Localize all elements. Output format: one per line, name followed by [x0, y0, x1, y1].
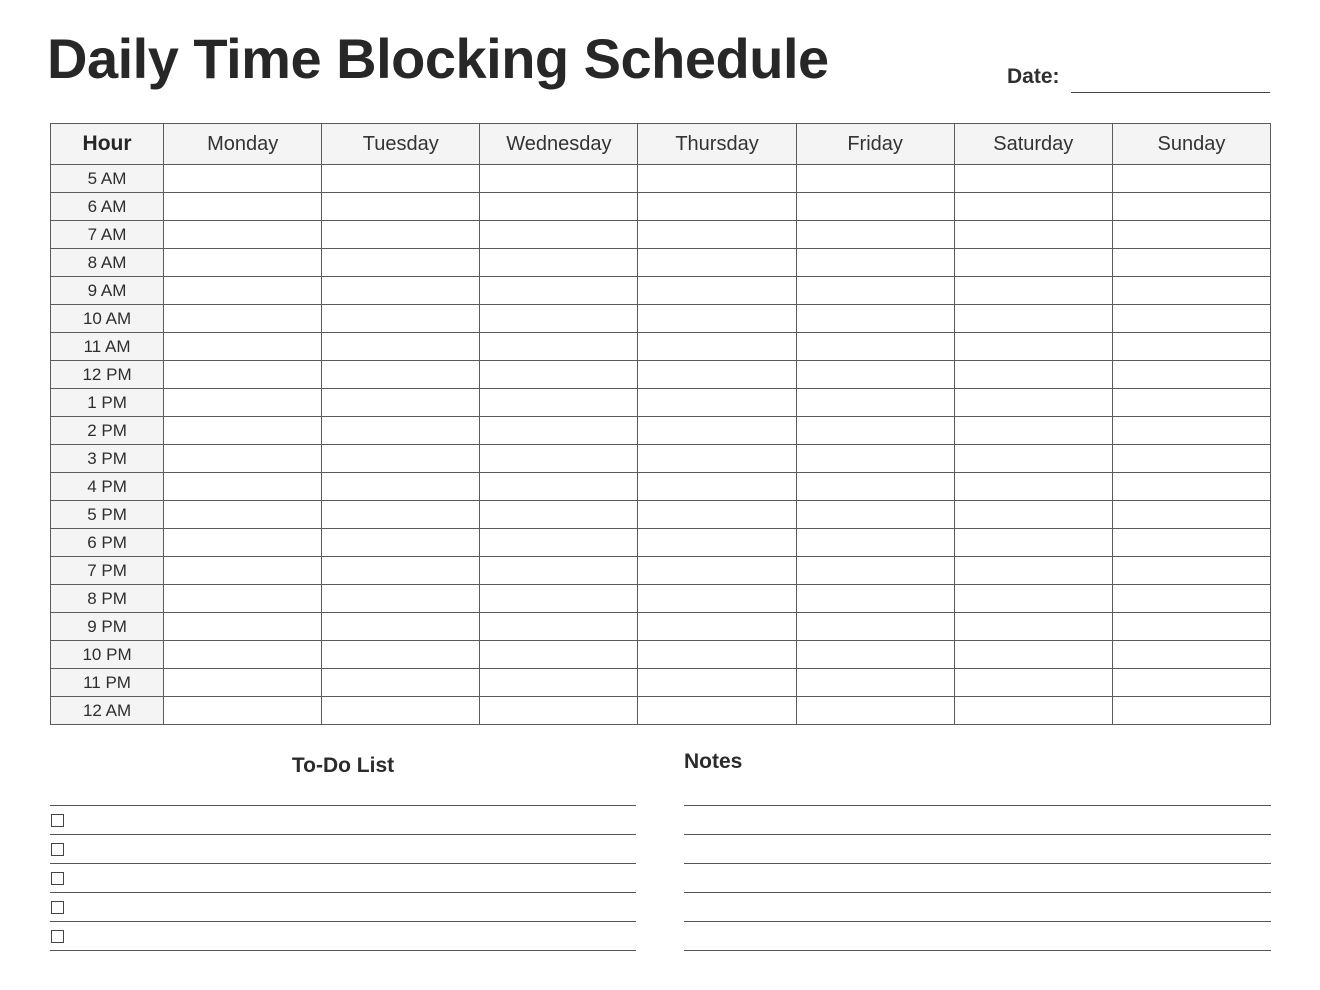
schedule-cell-friday[interactable] [796, 697, 954, 725]
schedule-cell-thursday[interactable] [638, 473, 796, 501]
notes-title: Notes [684, 750, 743, 773]
hour-row [51, 305, 1271, 333]
schedule-cell-monday[interactable] [164, 249, 322, 277]
hour-label: 7 PM [51, 557, 164, 585]
schedule-cell-sunday[interactable] [1112, 249, 1270, 277]
schedule-cell-monday[interactable] [164, 529, 322, 557]
schedule-cell-saturday[interactable] [954, 445, 1112, 473]
schedule-cell-wednesday[interactable] [480, 445, 638, 473]
hour-row [51, 641, 1271, 669]
hour-row [51, 277, 1271, 305]
hour-label: 8 PM [51, 585, 164, 613]
hour-label: 5 AM [51, 165, 164, 193]
schedule-cell-friday[interactable] [796, 417, 954, 445]
todo-section [50, 748, 636, 951]
schedule-cell-friday[interactable] [796, 501, 954, 529]
schedule-cell-sunday[interactable] [1112, 361, 1270, 389]
schedule-cell-wednesday[interactable] [480, 277, 638, 305]
hour-row [51, 529, 1271, 557]
hour-label: 10 AM [51, 305, 164, 333]
schedule-cell-wednesday[interactable] [480, 193, 638, 221]
schedule-cell-wednesday[interactable] [480, 557, 638, 585]
schedule-cell-monday[interactable] [164, 165, 322, 193]
schedule-cell-monday[interactable] [164, 277, 322, 305]
todo-item-line[interactable] [50, 834, 636, 863]
schedule-cell-monday[interactable] [164, 417, 322, 445]
schedule-cell-friday[interactable] [796, 333, 954, 361]
todo-item-line[interactable] [50, 892, 636, 921]
checkbox-icon[interactable] [51, 843, 64, 856]
hour-label: 4 PM [51, 473, 164, 501]
day-header-friday: Friday [796, 124, 954, 165]
schedule-cell-friday[interactable] [796, 165, 954, 193]
schedule-cell-tuesday[interactable] [322, 613, 480, 641]
day-header-saturday: Saturday [954, 124, 1112, 165]
hour-label: 5 PM [51, 501, 164, 529]
schedule-cell-tuesday[interactable] [322, 249, 480, 277]
hour-label: 11 AM [51, 333, 164, 361]
schedule-cell-sunday[interactable] [1112, 529, 1270, 557]
todo-bottom-rule [50, 950, 636, 951]
schedule-cell-monday[interactable] [164, 193, 322, 221]
schedule-cell-saturday[interactable] [954, 305, 1112, 333]
schedule-cell-wednesday[interactable] [480, 417, 638, 445]
schedule-cell-sunday[interactable] [1112, 557, 1270, 585]
hour-label: 3 PM [51, 445, 164, 473]
schedule-cell-tuesday[interactable] [322, 277, 480, 305]
schedule-table [50, 123, 1271, 725]
schedule-cell-wednesday[interactable] [480, 221, 638, 249]
schedule-cell-saturday[interactable] [954, 501, 1112, 529]
schedule-cell-thursday[interactable] [638, 669, 796, 697]
hour-row [51, 501, 1271, 529]
schedule-cell-wednesday[interactable] [480, 669, 638, 697]
todo-item-line[interactable] [50, 921, 636, 950]
schedule-cell-wednesday[interactable] [480, 389, 638, 417]
schedule-cell-wednesday[interactable] [480, 165, 638, 193]
schedule-cell-tuesday[interactable] [322, 529, 480, 557]
schedule-cell-tuesday[interactable] [322, 333, 480, 361]
schedule-cell-monday[interactable] [164, 221, 322, 249]
schedule-cell-sunday[interactable] [1112, 501, 1270, 529]
hour-row [51, 473, 1271, 501]
schedule-cell-tuesday[interactable] [322, 445, 480, 473]
schedule-cell-friday[interactable] [796, 193, 954, 221]
notes-lines [684, 805, 1271, 951]
schedule-cell-tuesday[interactable] [322, 473, 480, 501]
schedule-cell-sunday[interactable] [1112, 669, 1270, 697]
schedule-cell-sunday[interactable] [1112, 445, 1270, 473]
schedule-cell-tuesday[interactable] [322, 641, 480, 669]
hour-column-header: Hour [51, 124, 164, 165]
schedule-cell-sunday[interactable] [1112, 333, 1270, 361]
notes-line[interactable] [684, 805, 1271, 834]
day-header-monday: Monday [164, 124, 322, 165]
hour-row [51, 389, 1271, 417]
schedule-cell-sunday[interactable] [1112, 221, 1270, 249]
schedule-cell-sunday[interactable] [1112, 473, 1270, 501]
hour-row [51, 333, 1271, 361]
schedule-cell-friday[interactable] [796, 529, 954, 557]
day-header-wednesday: Wednesday [480, 124, 638, 165]
checkbox-icon[interactable] [51, 930, 64, 943]
schedule-cell-thursday[interactable] [638, 641, 796, 669]
hour-row [51, 557, 1271, 585]
schedule-cell-saturday[interactable] [954, 333, 1112, 361]
schedule-cell-monday[interactable] [164, 333, 322, 361]
schedule-cell-wednesday[interactable] [480, 641, 638, 669]
header-row [51, 124, 1271, 165]
schedule-cell-friday[interactable] [796, 305, 954, 333]
hour-label: 9 AM [51, 277, 164, 305]
schedule-cell-sunday[interactable] [1112, 697, 1270, 725]
schedule-cell-tuesday[interactable] [322, 221, 480, 249]
schedule-cell-sunday[interactable] [1112, 193, 1270, 221]
schedule-cell-thursday[interactable] [638, 501, 796, 529]
schedule-cell-wednesday[interactable] [480, 361, 638, 389]
schedule-cell-friday[interactable] [796, 557, 954, 585]
schedule-cell-monday[interactable] [164, 473, 322, 501]
schedule-cell-wednesday[interactable] [480, 529, 638, 557]
hour-row [51, 193, 1271, 221]
day-header-thursday: Thursday [638, 124, 796, 165]
schedule-cell-monday[interactable] [164, 445, 322, 473]
schedule-cell-thursday[interactable] [638, 361, 796, 389]
schedule-cell-saturday[interactable] [954, 249, 1112, 277]
schedule-cell-sunday[interactable] [1112, 613, 1270, 641]
hour-label: 10 PM [51, 641, 164, 669]
schedule-cell-friday[interactable] [796, 613, 954, 641]
schedule-cell-wednesday[interactable] [480, 613, 638, 641]
notes-line[interactable] [684, 834, 1271, 863]
schedule-cell-monday[interactable] [164, 501, 322, 529]
hour-label: 6 PM [51, 529, 164, 557]
schedule-cell-friday[interactable] [796, 669, 954, 697]
schedule-cell-saturday[interactable] [954, 641, 1112, 669]
schedule-cell-tuesday[interactable] [322, 501, 480, 529]
hour-row [51, 221, 1271, 249]
schedule-cell-monday[interactable] [164, 585, 322, 613]
hour-label: 6 AM [51, 193, 164, 221]
schedule-cell-wednesday[interactable] [480, 585, 638, 613]
schedule-cell-friday[interactable] [796, 445, 954, 473]
schedule-cell-tuesday[interactable] [322, 389, 480, 417]
schedule-cell-monday[interactable] [164, 305, 322, 333]
todo-item-line[interactable] [50, 863, 636, 892]
schedule-cell-sunday[interactable] [1112, 417, 1270, 445]
schedule-cell-friday[interactable] [796, 277, 954, 305]
hour-row [51, 613, 1271, 641]
hour-label: 1 PM [51, 389, 164, 417]
hour-row [51, 669, 1271, 697]
schedule-cell-tuesday[interactable] [322, 165, 480, 193]
schedule-cell-friday[interactable] [796, 585, 954, 613]
schedule-cell-saturday[interactable] [954, 389, 1112, 417]
todo-lines [50, 805, 636, 951]
day-header-sunday: Sunday [1112, 124, 1270, 165]
schedule-cell-saturday[interactable] [954, 585, 1112, 613]
todo-title: To-Do List [291, 754, 395, 777]
hour-label: 11 PM [51, 669, 164, 697]
hour-row [51, 417, 1271, 445]
schedule-cell-saturday[interactable] [954, 473, 1112, 501]
date-write-line[interactable] [1071, 92, 1270, 93]
schedule-cell-thursday[interactable] [638, 333, 796, 361]
schedule-cell-wednesday[interactable] [480, 697, 638, 725]
notes-line[interactable] [684, 863, 1271, 892]
schedule-cell-thursday[interactable] [638, 697, 796, 725]
schedule-cell-monday[interactable] [164, 557, 322, 585]
schedule-cell-monday[interactable] [164, 697, 322, 725]
notes-section [684, 748, 1271, 951]
schedule-cell-saturday[interactable] [954, 613, 1112, 641]
schedule-cell-wednesday[interactable] [480, 305, 638, 333]
hour-label: 9 PM [51, 613, 164, 641]
schedule-cell-friday[interactable] [796, 221, 954, 249]
schedule-cell-thursday[interactable] [638, 585, 796, 613]
checkbox-icon[interactable] [51, 814, 64, 827]
schedule-cell-saturday[interactable] [954, 193, 1112, 221]
schedule-cell-sunday[interactable] [1112, 305, 1270, 333]
schedule-cell-friday[interactable] [796, 641, 954, 669]
schedule-cell-saturday[interactable] [954, 221, 1112, 249]
schedule-cell-thursday[interactable] [638, 445, 796, 473]
schedule-cell-monday[interactable] [164, 641, 322, 669]
schedule-cell-friday[interactable] [796, 389, 954, 417]
schedule-cell-monday[interactable] [164, 361, 322, 389]
hour-label: 12 AM [51, 697, 164, 725]
schedule-cell-wednesday[interactable] [480, 333, 638, 361]
schedule-cell-thursday[interactable] [638, 417, 796, 445]
schedule-cell-saturday[interactable] [954, 669, 1112, 697]
schedule-cell-tuesday[interactable] [322, 697, 480, 725]
schedule-cell-monday[interactable] [164, 613, 322, 641]
hour-label: 2 PM [51, 417, 164, 445]
schedule-cell-saturday[interactable] [954, 417, 1112, 445]
schedule-cell-thursday[interactable] [638, 613, 796, 641]
schedule-body [51, 165, 1271, 725]
schedule-cell-tuesday[interactable] [322, 305, 480, 333]
schedule-cell-wednesday[interactable] [480, 473, 638, 501]
schedule-cell-wednesday[interactable] [480, 501, 638, 529]
schedule-cell-tuesday[interactable] [322, 585, 480, 613]
schedule-cell-tuesday[interactable] [322, 417, 480, 445]
schedule-cell-sunday[interactable] [1112, 641, 1270, 669]
schedule-cell-sunday[interactable] [1112, 585, 1270, 613]
schedule-cell-thursday[interactable] [638, 305, 796, 333]
schedule-cell-thursday[interactable] [638, 557, 796, 585]
schedule-cell-thursday[interactable] [638, 165, 796, 193]
schedule-cell-tuesday[interactable] [322, 361, 480, 389]
schedule-cell-saturday[interactable] [954, 277, 1112, 305]
checkbox-icon[interactable] [51, 872, 64, 885]
date-field[interactable] [1007, 64, 1270, 94]
schedule-cell-monday[interactable] [164, 669, 322, 697]
notes-line[interactable] [684, 921, 1271, 950]
schedule-cell-sunday[interactable] [1112, 165, 1270, 193]
notes-line[interactable] [684, 892, 1271, 921]
hour-row [51, 165, 1271, 193]
todo-item-line[interactable] [50, 805, 636, 834]
schedule-cell-saturday[interactable] [954, 165, 1112, 193]
hour-row [51, 249, 1271, 277]
schedule-cell-tuesday[interactable] [322, 669, 480, 697]
schedule-cell-friday[interactable] [796, 361, 954, 389]
hour-row [51, 697, 1271, 725]
hour-label: 12 PM [51, 361, 164, 389]
notes-bottom-rule [684, 950, 1271, 951]
hour-row [51, 361, 1271, 389]
schedule-cell-monday[interactable] [164, 389, 322, 417]
hour-row [51, 585, 1271, 613]
schedule-cell-saturday[interactable] [954, 361, 1112, 389]
schedule-cell-sunday[interactable] [1112, 277, 1270, 305]
page-title: Daily Time Blocking Schedule [47, 27, 829, 90]
schedule-cell-thursday[interactable] [638, 389, 796, 417]
schedule-cell-tuesday[interactable] [322, 193, 480, 221]
schedule-cell-saturday[interactable] [954, 529, 1112, 557]
schedule-cell-tuesday[interactable] [322, 557, 480, 585]
schedule-cell-thursday[interactable] [638, 221, 796, 249]
schedule-cell-thursday[interactable] [638, 529, 796, 557]
hour-row [51, 445, 1271, 473]
schedule-cell-thursday[interactable] [638, 249, 796, 277]
schedule-cell-friday[interactable] [796, 473, 954, 501]
schedule-cell-wednesday[interactable] [480, 249, 638, 277]
schedule-cell-thursday[interactable] [638, 193, 796, 221]
schedule-cell-sunday[interactable] [1112, 389, 1270, 417]
schedule-cell-friday[interactable] [796, 249, 954, 277]
schedule-cell-saturday[interactable] [954, 557, 1112, 585]
hour-label: 7 AM [51, 221, 164, 249]
date-label: Date: [1007, 65, 1060, 88]
schedule-cell-thursday[interactable] [638, 277, 796, 305]
checkbox-icon[interactable] [51, 901, 64, 914]
day-header-tuesday: Tuesday [322, 124, 480, 165]
hour-label: 8 AM [51, 249, 164, 277]
schedule-cell-saturday[interactable] [954, 697, 1112, 725]
